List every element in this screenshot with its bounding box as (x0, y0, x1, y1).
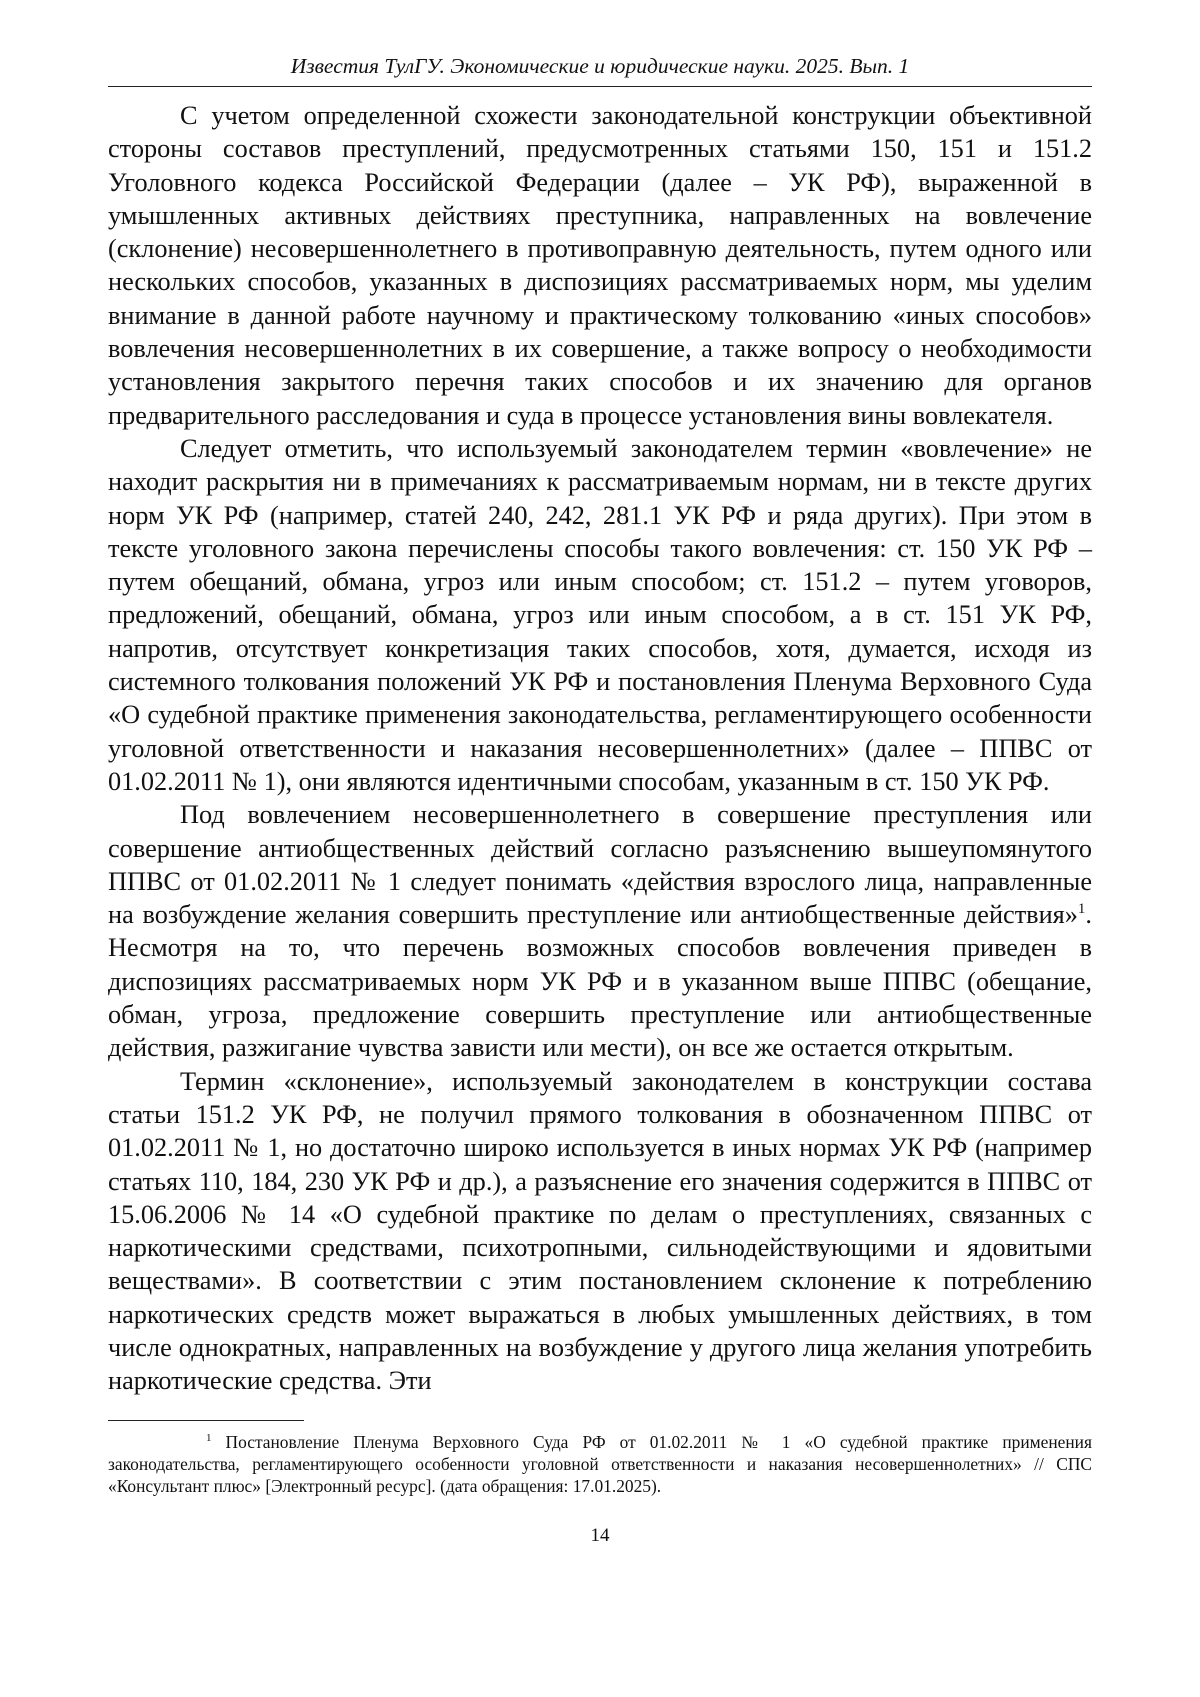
footnote-separator (108, 1420, 304, 1421)
paragraph-3-text-a: Под вовлечением несовершеннолетнего в совершение преступления или совершение антиобщественных действий согласно разъяснению вышеупомянутого ППВС от 01.02.2011 № 1 следует понимать «действия взрослого лица, направленные на возбуждение желания совершить преступление или антиобщественные действия» (108, 800, 1092, 930)
paragraph-2: Следует отметить, что используемый законодателем термин «вовлечение» не находит раскрытия ни в примечаниях к рассматриваемым нормам, ни в тексте других норм УК РФ (например, статей 240, 242, 281.1 УК РФ и ряда других). При этом в тексте уголовного закона перечислены способы такого вовлечения: ст. 150 УК РФ – путем обещаний, обмана, угроз или иным способом; ст. 151.2 – путем уговоров, предложений, обещаний, обмана, угроз или иным способом, а в ст. 151 УК РФ, напротив, отсутствует конкретизация таких способов, хотя, думается, исходя из системного толкования положений УК РФ и постановления Пленума Верховного Суда «О судебной практике применения законодательства, регламентирующего особенности уголовной ответственности и наказания несовершеннолетних» (далее – ППВС от 01.02.2011 № 1), они являются идентичными способам, указанным в ст. 150 УК РФ. (108, 433, 1092, 796)
journal-page (108, 52, 1092, 1652)
footnote (108, 1431, 1092, 1497)
paragraph-4: Термин «склонение», используемый законодателем в конструкции состава статьи 151.2 УК РФ, не получил прямого толкования в обозначенном ППВС от 01.02.2011 № 1, но достаточно широко используется в иных нормах УК РФ (например статьях 110, 184, 230 УК РФ и др.), а разъяснение его значения содержится в ППВС от 15.06.2006 № 14 «О судебной практике по делам о преступлениях, связанных с наркотическими средствами, психотропными, сильнодействующими и ядовитыми веществами». В соответствии с этим постановлением склонение к потреблению наркотических средств может выражаться в любых умышленных действиях, в том числе однократных, направленных на возбуждение у другого лица желания употребить наркотические средства. Эти (108, 1066, 1092, 1396)
page-number: 14 (590, 1524, 610, 1546)
footnote-reference[interactable]: 1 (1077, 901, 1086, 918)
running-header: Известия ТулГУ. Экономические и юридические науки. 2025. Вып. 1 (108, 52, 1092, 87)
paragraph-1: С учетом определенной схожести законодательной конструкции объективной стороны составов преступлений, предусмотренных статьями 150, 151 и 151.2 Уголовного кодекса Российской Федерации (далее – УК РФ), выраженной в умышленных активных действиях преступника, направленных на вовлечение (склонение) несовершеннолетнего в противоправную деятельность, путем одного или нескольких способов, указанных в диспозициях рассматриваемых норм, мы уделим внимание в данной работе научному и практическому толкованию «иных способов» вовлечения несовершеннолетних в их совершение, а также вопросу о необходимости установления закрытого перечня таких способов и их значению для органов предварительного расследования и суда в процессе установления вины вовлекателя. (108, 101, 1092, 430)
footnote-marker: 1 (206, 1431, 212, 1444)
paragraph-3 (108, 798, 1092, 1064)
article-body (108, 99, 1092, 1398)
footnote-text: Постановление Пленума Верховного Суда РФ от 01.02.2011 № 1 «О судебной практике применения законодательства, регламентирующего особенности уголовной ответственности и наказания несовершеннолетних» // СПС «Консультант плюс» [Электронный ресурс]. (дата обращения: 17.01.2025). (108, 1431, 1092, 1496)
paragraph-3-text-b: . Несмотря на то, что перечень возможных способов вовлечения приведен в диспозициях рассматриваемых норм УК РФ и в указанном выше ППВС (обещание, обман, угроза, предложение совершить преступление или антиобщественные действия, разжигание чувства зависти или мести), он все же остается открытым. (108, 900, 1092, 1063)
